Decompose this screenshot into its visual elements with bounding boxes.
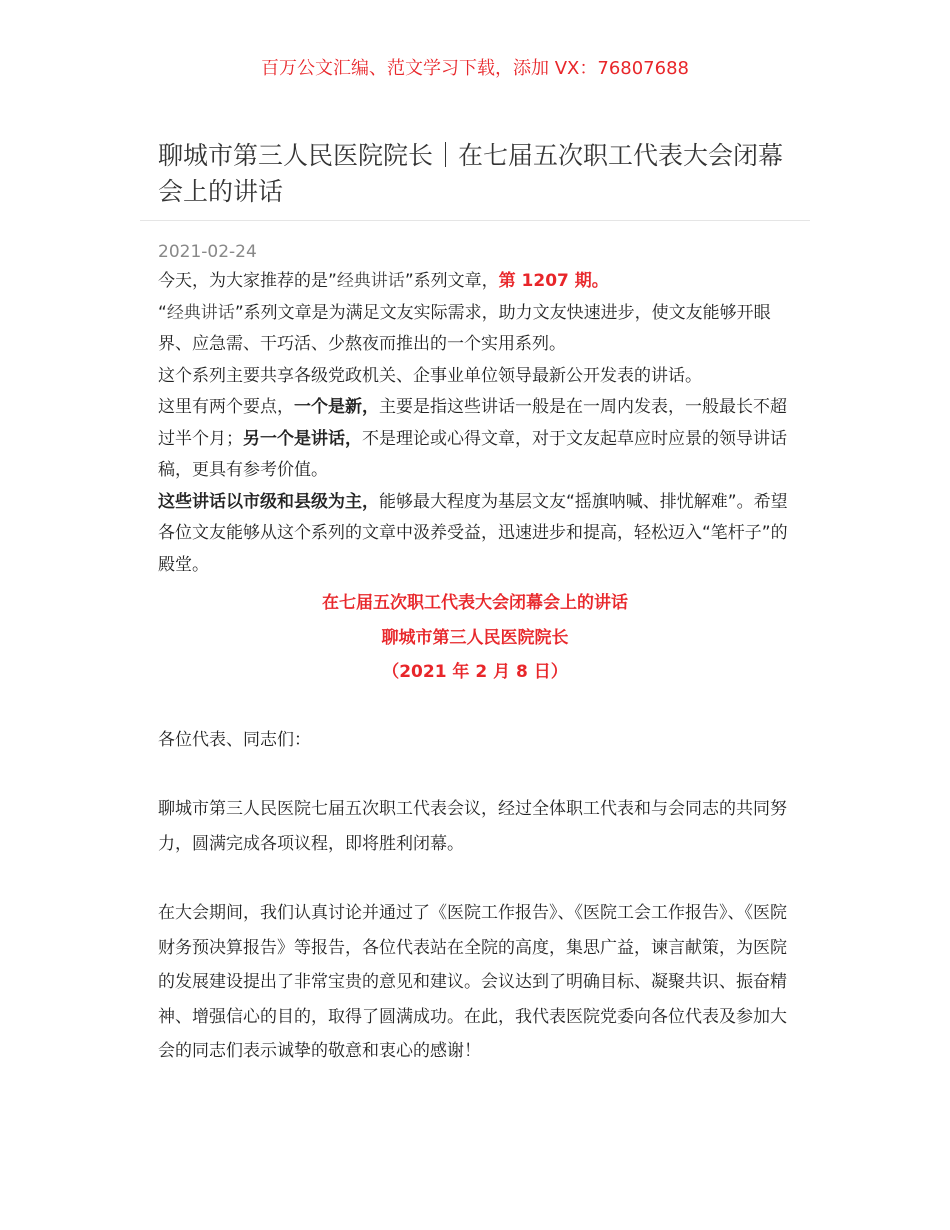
intro-paragraph	[158, 392, 798, 487]
article-title: 聊城市第三人民医院院长｜在七届五次职工代表大会闭幕会上的讲话	[158, 141, 784, 206]
emphasis-text: 这些讲话以市级和县级为主，	[158, 491, 379, 512]
intro-text: 今天，为大家推荐的是”	[158, 271, 337, 291]
intro-text: 能够最大程度为基层文友“摇旗呐喊、排忧解难”。希望各位文友能够从这个系列的文章中汲养受益，迅速进步和提高，轻松迈入“笔杆子”的殿堂。	[158, 491, 788, 575]
series-intro	[158, 266, 798, 581]
speech-paragraph-1	[158, 792, 798, 861]
article-header	[158, 138, 798, 210]
salutation-text: 各位代表、同志们：	[158, 730, 311, 750]
issue-number: 第 1207 期。	[498, 271, 609, 291]
title-divider	[140, 220, 810, 221]
intro-paragraph	[158, 487, 798, 582]
intro-paragraph	[158, 298, 798, 361]
publish-date: 2021-02-24	[158, 242, 257, 262]
emphasis-text: 一个是新，	[294, 397, 379, 417]
intro-text: ”系列文章是为满足文友实际需求，助力文友快速进步，使文友能够开眼界、应急需、干巧活、少熬夜而推出的一个实用系列。	[158, 302, 771, 354]
speech-title: 在七届五次职工代表大会闭幕会上的讲话	[322, 593, 628, 613]
series-name: 经典讲话	[166, 302, 235, 323]
speech-salutation	[158, 723, 798, 758]
intro-paragraph: 这个系列主要共享各级党政机关、企事业单位领导最新公开发表的讲话。	[158, 365, 702, 386]
series-name: 经典讲话	[336, 271, 405, 291]
paragraph-text: 在大会期间，我们认真讨论并通过了《医院工作报告》、《医院工会工作报告》、《医院财务预决算报告》等报告，各位代表站在全院的高度，集思广益，谏言献策，为医院的发展建设提出了非常宝贵的意见和建议。会议达到了明确目标、凝聚共识、振奋精神、增强信心的目的，取得了圆满成功。在此，我代表医院党委向各位代表及参加大会的同志们表示诚挚的敬意和衷心的感谢！	[158, 903, 787, 1061]
intro-text: ”系列文章，	[404, 271, 499, 291]
speech-heading-block	[158, 586, 792, 690]
paragraph-text: 聊城市第三人民医院七届五次职工代表会议，经过全体职工代表和与会同志的共同努力，圆满完成各项议程，即将胜利闭幕。	[158, 799, 787, 854]
speech-date: （2021 年 2 月 8 日）	[382, 662, 568, 682]
promo-banner: 百万公文汇编、范文学习下载，添加 VX：76807688	[261, 58, 689, 79]
intro-text: “	[158, 302, 167, 323]
intro-text: 不是理论或心得文章，对于文友起草应时应景的领导讲话稿，更具有参考价值。	[158, 428, 787, 480]
speech-paragraph-2	[158, 896, 798, 1069]
intro-paragraph	[158, 266, 798, 298]
intro-text: 这里有两个要点，	[158, 397, 294, 417]
emphasis-text: 另一个是讲话，	[243, 428, 362, 449]
speech-speaker: 聊城市第三人民医院院长	[381, 627, 569, 648]
intro-text: 主要是指这些讲话一般是在一周内发表，一般最长不超过半个月；	[158, 397, 787, 449]
